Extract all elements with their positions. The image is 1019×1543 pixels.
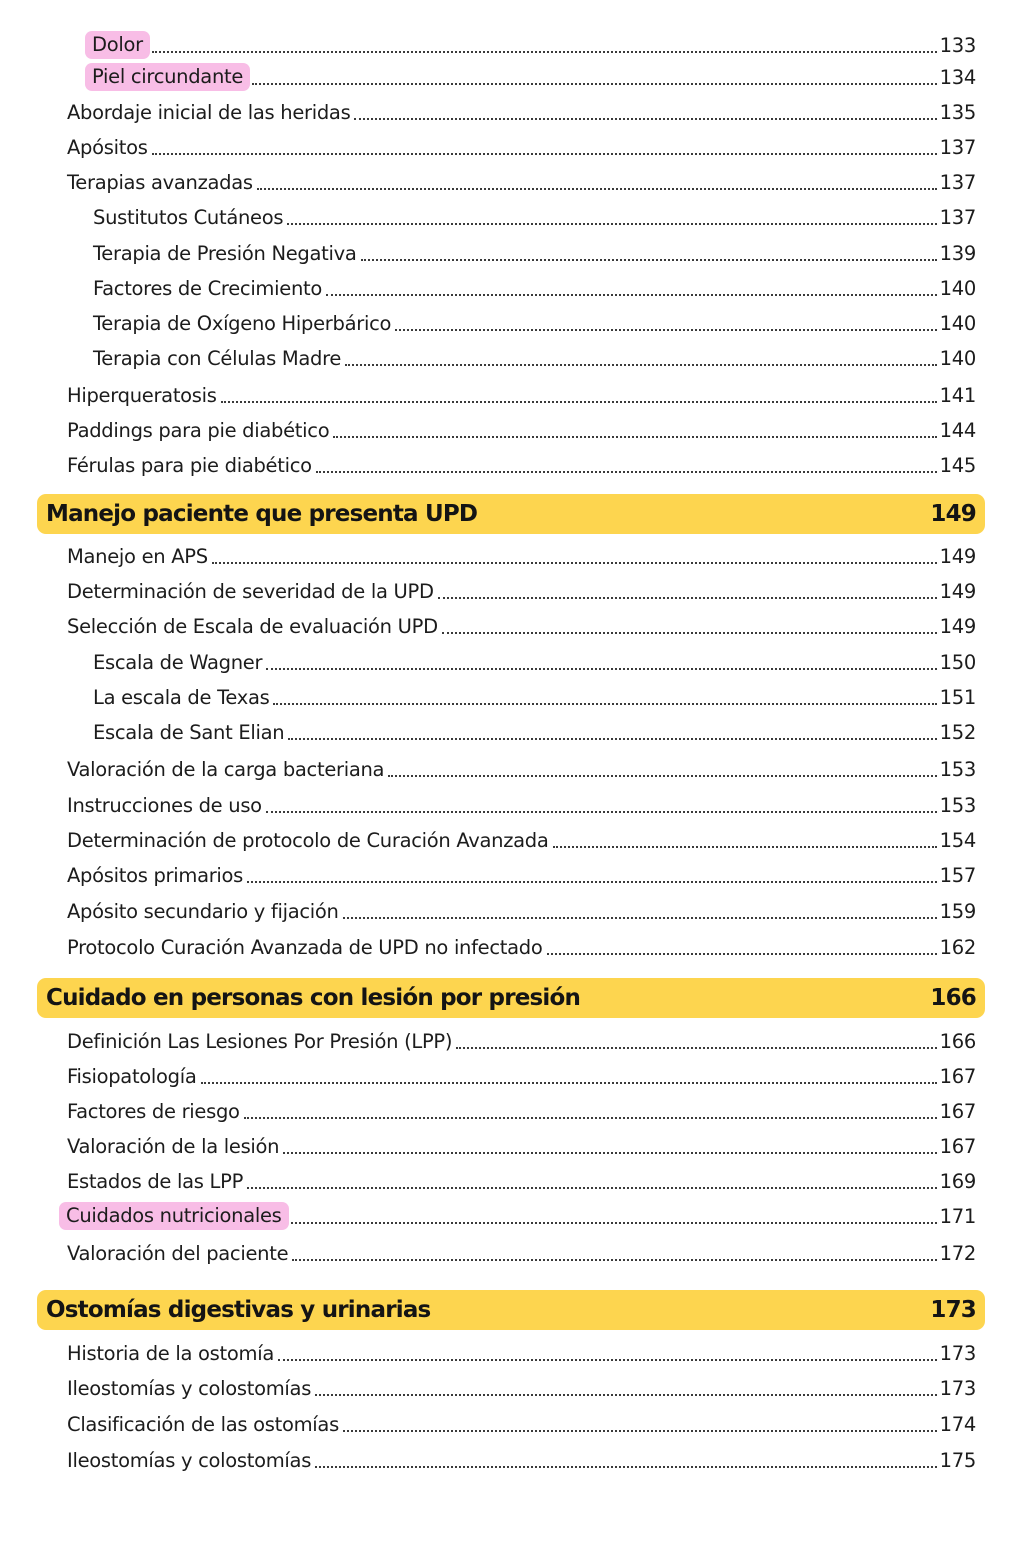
dot-leader xyxy=(361,259,937,261)
toc-entry-page-number: 167 xyxy=(939,1065,976,1088)
toc-entry-label: Selección de Escala de evaluación UPD xyxy=(67,615,438,638)
dot-leader xyxy=(221,401,937,403)
toc-entry[interactable] xyxy=(65,536,976,570)
toc-entry-label: Estados de las LPP xyxy=(67,1170,244,1193)
dot-leader xyxy=(354,118,936,120)
toc-entry-label: Manejo en APS xyxy=(67,545,208,568)
toc-entry-label: Valoración del paciente xyxy=(67,1242,289,1265)
toc-entry-label: Escala de Wagner xyxy=(93,651,263,674)
dot-leader xyxy=(152,153,937,155)
toc-entry-page-number: 149 xyxy=(939,615,976,638)
dot-leader xyxy=(278,1359,937,1361)
toc-entry[interactable] xyxy=(65,375,976,409)
dot-leader xyxy=(257,188,937,190)
toc-entry-page-number: 149 xyxy=(939,580,976,603)
toc-entry[interactable] xyxy=(65,1126,976,1160)
toc-entry[interactable] xyxy=(65,1021,976,1055)
toc-entry[interactable] xyxy=(65,1091,976,1125)
dot-leader xyxy=(326,294,937,296)
toc-entry[interactable] xyxy=(65,1333,976,1367)
toc-entry[interactable] xyxy=(91,642,976,676)
toc-entry[interactable] xyxy=(65,410,976,444)
toc-entry[interactable] xyxy=(65,927,976,961)
toc-entry-page-number: 153 xyxy=(939,758,976,781)
toc-entry-label: Terapia de Presión Negativa xyxy=(93,242,357,265)
toc-entry-page-number: 162 xyxy=(939,936,976,959)
toc-entry-page-number: 141 xyxy=(939,384,976,407)
toc-entry-page-number: 167 xyxy=(939,1135,976,1158)
toc-section-header[interactable] xyxy=(37,1290,985,1330)
toc-entry[interactable] xyxy=(91,338,976,372)
toc-entry[interactable] xyxy=(65,162,976,196)
toc-entry-page-number: 166 xyxy=(939,1030,976,1053)
toc-entry-label: Terapia de Oxígeno Hiperbárico xyxy=(93,312,392,335)
dot-leader xyxy=(247,1187,937,1189)
toc-entry-label: Factores de Crecimiento xyxy=(93,277,322,300)
toc-entry-label: Ileostomías y colostomías xyxy=(67,1377,312,1400)
dot-leader xyxy=(547,953,937,955)
toc-entry-label: Fisiopatología xyxy=(67,1065,197,1088)
section-page-number: 173 xyxy=(930,1297,976,1323)
toc-entry[interactable] xyxy=(65,855,976,889)
dot-leader xyxy=(292,1259,936,1261)
toc-entry-page-number: 145 xyxy=(939,454,976,477)
section-title: Cuidado en personas con lesión por presión xyxy=(46,985,581,1011)
toc-entry[interactable] xyxy=(65,445,976,479)
toc-entry-label: Ileostomías y colostomías xyxy=(67,1449,312,1472)
toc-entry-label: Abordaje inicial de las heridas xyxy=(67,101,351,124)
toc-entry[interactable] xyxy=(91,197,976,231)
toc-entry-page-number: 152 xyxy=(939,721,976,744)
section-title: Ostomías digestivas y urinarias xyxy=(46,1297,431,1323)
toc-entry-label: Determinación de protocolo de Curación Avanzada xyxy=(67,829,549,852)
toc-entry[interactable] xyxy=(65,891,976,925)
toc-entry[interactable] xyxy=(65,820,976,854)
toc-entry-page-number: 172 xyxy=(939,1242,976,1265)
toc-entry-page-number: 137 xyxy=(939,136,976,159)
dot-leader xyxy=(333,436,936,438)
toc-entry-page-number: 174 xyxy=(939,1413,976,1436)
toc-entry[interactable] xyxy=(91,25,976,59)
toc-entry-page-number: 133 xyxy=(939,34,976,57)
toc-entry-label: La escala de Texas xyxy=(93,686,270,709)
toc-entry-page-number: 134 xyxy=(939,66,976,89)
toc-entry-page-number: 150 xyxy=(939,651,976,674)
toc-entry[interactable] xyxy=(65,1196,976,1230)
toc-entry[interactable] xyxy=(65,749,976,783)
toc-entry-page-number: 173 xyxy=(939,1377,976,1400)
toc-entry-label: Paddings para pie diabético xyxy=(67,419,330,442)
dot-leader xyxy=(212,562,937,564)
toc-entry-page-number: 171 xyxy=(939,1205,976,1228)
toc-entry-page-number: 140 xyxy=(939,312,976,335)
dot-leader xyxy=(343,1430,937,1432)
toc-entry[interactable] xyxy=(91,268,976,302)
toc-entry[interactable] xyxy=(91,712,976,746)
toc-entry-label: Valoración de la lesión xyxy=(67,1135,280,1158)
toc-entry-page-number: 137 xyxy=(939,206,976,229)
toc-entry-page-number: 144 xyxy=(939,419,976,442)
toc-entry[interactable] xyxy=(91,57,976,91)
toc-entry-page-number: 153 xyxy=(939,794,976,817)
toc-entry-label: Instrucciones de uso xyxy=(67,794,262,817)
dot-leader xyxy=(266,811,937,813)
dot-leader xyxy=(266,668,936,670)
dot-leader xyxy=(442,632,937,634)
section-page-number: 149 xyxy=(930,501,976,527)
dot-leader xyxy=(316,471,937,473)
toc-entry[interactable] xyxy=(91,677,976,711)
toc-entry[interactable] xyxy=(65,92,976,126)
toc-entry-page-number: 175 xyxy=(939,1449,976,1472)
toc-entry[interactable] xyxy=(91,303,976,337)
toc-section-header[interactable] xyxy=(37,494,985,534)
toc-entry-label: Protocolo Curación Avanzada de UPD no infectado xyxy=(67,936,543,959)
section-title: Manejo paciente que presenta UPD xyxy=(46,501,478,527)
dot-leader xyxy=(283,1152,936,1154)
dot-leader xyxy=(438,597,937,599)
dot-leader xyxy=(244,1117,937,1119)
toc-entry-page-number: 139 xyxy=(939,242,976,265)
toc-entry-label: Férulas para pie diabético xyxy=(67,454,312,477)
dot-leader xyxy=(395,329,937,331)
toc-entry[interactable] xyxy=(65,1404,976,1438)
toc-entry[interactable] xyxy=(65,1233,976,1267)
toc-entry[interactable] xyxy=(65,1368,976,1402)
dot-leader xyxy=(315,1466,937,1468)
toc-entry-label: Terapia con Células Madre xyxy=(93,347,342,370)
dot-leader xyxy=(288,738,936,740)
toc-entry-page-number: 137 xyxy=(939,171,976,194)
toc-entry[interactable] xyxy=(91,233,976,267)
toc-entry-page-number: 154 xyxy=(939,829,976,852)
toc-entry-label: Apósitos xyxy=(67,136,148,159)
toc-entry-label: Clasificación de las ostomías xyxy=(67,1413,339,1436)
dot-leader xyxy=(553,846,937,848)
toc-entry-label: Escala de Sant Elian xyxy=(93,721,285,744)
dot-leader xyxy=(315,1394,937,1396)
toc-entry-label-highlighted: Cuidados nutricionales xyxy=(59,1202,289,1230)
dot-leader xyxy=(252,83,937,85)
section-page-number: 166 xyxy=(930,985,976,1011)
toc-entry-label: Definición Las Lesiones Por Presión (LPP) xyxy=(67,1030,453,1053)
toc-entry-page-number: 140 xyxy=(939,277,976,300)
toc-entry-label: Sustitutos Cutáneos xyxy=(93,206,284,229)
toc-entry-page-number: 135 xyxy=(939,101,976,124)
toc-entry-label: Hiperqueratosis xyxy=(67,384,217,407)
dot-leader xyxy=(247,881,937,883)
toc-entry-page-number: 159 xyxy=(939,900,976,923)
toc-entry-label: Determinación de severidad de la UPD xyxy=(67,580,434,603)
toc-entry[interactable] xyxy=(65,1056,976,1090)
toc-section-header[interactable] xyxy=(37,978,985,1018)
toc-entry-page-number: 151 xyxy=(939,686,976,709)
toc-entry-label: Apósito secundario y fijación xyxy=(67,900,339,923)
toc-entry[interactable] xyxy=(65,127,976,161)
dot-leader xyxy=(273,703,936,705)
toc-entry[interactable] xyxy=(65,606,976,640)
dot-leader xyxy=(291,1222,937,1224)
toc-entry-page-number: 140 xyxy=(939,347,976,370)
dot-leader xyxy=(456,1047,936,1049)
toc-entry-page-number: 157 xyxy=(939,864,976,887)
toc-entry[interactable] xyxy=(65,785,976,819)
toc-entry-page-number: 167 xyxy=(939,1100,976,1123)
toc-entry-label: Historia de la ostomía xyxy=(67,1342,274,1365)
dot-leader xyxy=(287,223,936,225)
toc-entry-label-highlighted: Piel circundante xyxy=(85,63,250,91)
toc-entry-page-number: 149 xyxy=(939,545,976,568)
toc-entry-label: Terapias avanzadas xyxy=(67,171,253,194)
toc-entry-label-highlighted: Dolor xyxy=(85,31,150,59)
toc-entry[interactable] xyxy=(65,1161,976,1195)
toc-entry-page-number: 169 xyxy=(939,1170,976,1193)
toc-entry-label: Factores de riesgo xyxy=(67,1100,240,1123)
dot-leader xyxy=(152,51,937,53)
toc-entry[interactable] xyxy=(65,1440,976,1474)
dot-leader xyxy=(345,364,937,366)
toc-entry-label: Valoración de la carga bacteriana xyxy=(67,758,385,781)
toc-entry[interactable] xyxy=(65,571,976,605)
dot-leader xyxy=(201,1082,937,1084)
dot-leader xyxy=(388,775,936,777)
toc-entry-page-number: 173 xyxy=(939,1342,976,1365)
dot-leader xyxy=(343,917,937,919)
toc-entry-label: Apósitos primarios xyxy=(67,864,244,887)
